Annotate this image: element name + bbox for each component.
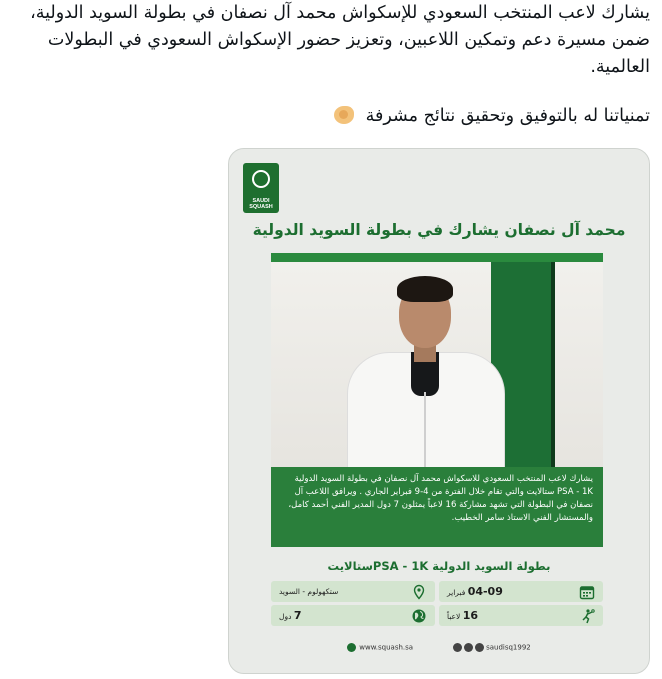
description-box: يشارك لاعب المنتخب السعودي للاسكواش محمد آل نصفان في بطولة السويد الدولية PSA - 1K ستالايت والتي تقام خلال الفترة من 4-9 فبراير الجاري . ويرافق اللاعب آل نصفان في البطولة التي تشهد مشاركة 16 لاعباً يمثلون 7 دول المدير الفني أحمد كامل، والمستشار الفني الاستاذ سامر الخطيب. — [271, 467, 603, 547]
location-value: ستكهولوم - السويد — [279, 587, 339, 596]
card-footer — [229, 643, 649, 652]
event-title: بطولة السويد الدولية PSA - 1Kستالايت — [327, 559, 551, 573]
squash-ball-icon — [252, 170, 270, 188]
social-handle — [453, 643, 531, 652]
info-date — [439, 581, 603, 602]
flag-pole — [551, 254, 555, 473]
squash-player-icon — [579, 608, 595, 624]
countries-number: 7 — [293, 609, 302, 622]
jacket-zip — [424, 392, 426, 473]
info-location — [271, 581, 435, 602]
globe-icon — [411, 608, 427, 624]
saudi-squash-logo — [243, 163, 279, 213]
countries-value — [279, 609, 301, 622]
instagram-icon — [464, 643, 473, 652]
web-icon — [347, 643, 356, 652]
calendar-icon — [579, 584, 595, 600]
website-link — [347, 643, 413, 652]
clapping-hands-icon — [334, 106, 354, 124]
info-countries — [271, 605, 435, 626]
players-unit: لاعباً — [447, 612, 461, 621]
person-hair — [397, 276, 453, 302]
date-number: 04-09 — [467, 585, 503, 598]
location-pin-icon — [411, 584, 427, 600]
countries-unit: دول — [279, 612, 292, 621]
players-number: 16 — [462, 609, 479, 622]
x-icon — [453, 643, 462, 652]
tweet-paragraph-2-text: تمنياتنا له بالتوفيق وتحقيق نتائج مشرفة — [365, 106, 650, 126]
card-title: محمد آل نصفان يشارك في بطولة السويد الدولية — [252, 221, 626, 239]
info-players — [439, 605, 603, 626]
handle-text: saudisq1992 — [486, 643, 531, 652]
tweet-paragraph-2 — [10, 103, 650, 130]
logo-label: SAUDI SQUASH — [249, 198, 273, 210]
tweet-text — [10, 0, 650, 130]
date-month: فبراير — [447, 588, 466, 597]
players-value — [447, 609, 478, 622]
tweet-paragraph-1: يشارك لاعب المنتخب السعودي للإسكواش محمد آل نصفان في بطولة السويد الدولية، ضمن مسيرة دعم وتمكين اللاعبين، وتعزيز حضور الإسكواش السعودي في البطولات العالمية. — [30, 3, 650, 77]
date-value — [447, 585, 503, 598]
tweet-image-card[interactable] — [228, 148, 650, 674]
facebook-icon — [475, 643, 484, 652]
website-text: www.squash.sa — [359, 643, 414, 652]
player-photo — [271, 253, 603, 473]
